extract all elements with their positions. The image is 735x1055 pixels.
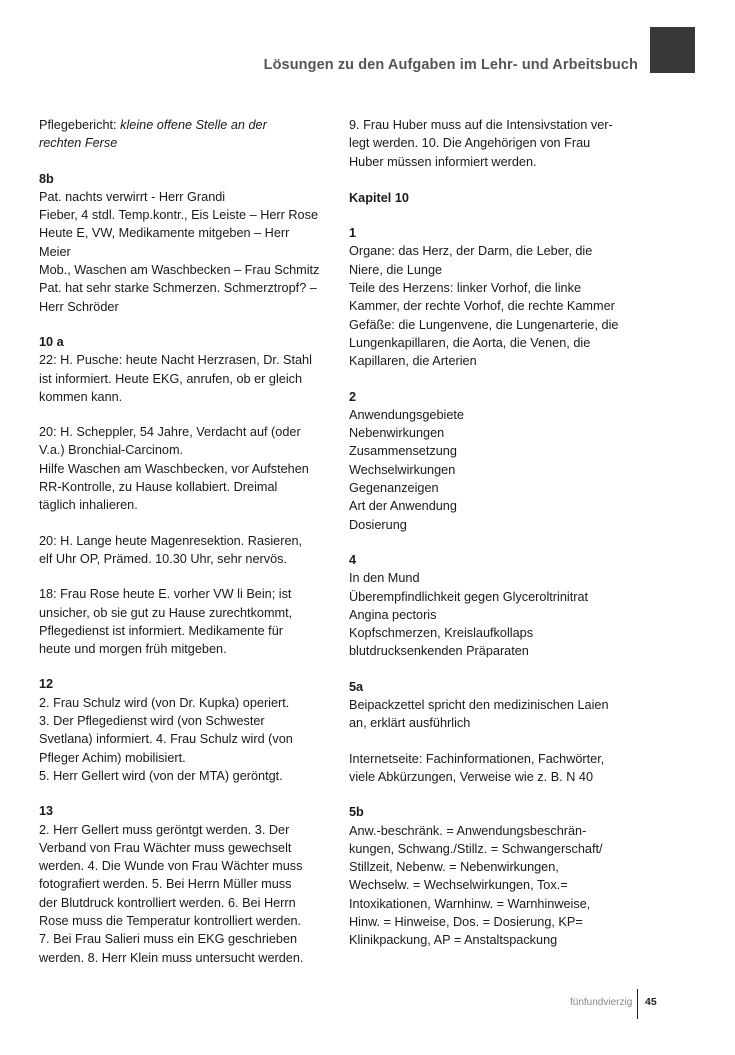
- line: blutdrucksenkenden Präparaten: [349, 644, 529, 659]
- section-2: [349, 388, 649, 534]
- section-5a-heading: 5a: [349, 679, 364, 694]
- line: Teile des Herzens: linker Vorhof, die linke: [349, 281, 582, 296]
- pflegebericht-block: [39, 116, 339, 153]
- line: Intoxikationen, Warnhinw. = Warnhinweise,: [349, 896, 591, 911]
- line: legt werden. 10. Die Angehörigen von Frau: [349, 136, 591, 151]
- line: 3. Der Pflegedienst wird (von Schwester: [39, 714, 265, 729]
- line: 2. Frau Schulz wird (von Dr. Kupka) operiert.: [39, 695, 290, 710]
- footer-page-number: 45: [645, 996, 657, 1008]
- line: fotografiert werden. 5. Bei Herrn Müller muss: [39, 877, 292, 892]
- line: RR-Kontrolle, zu Hause kollabiert. Dreimal: [39, 480, 278, 495]
- line: Nebenwirkungen: [349, 426, 445, 441]
- pflegebericht-italic-1: kleine offene Stelle an der: [120, 118, 267, 132]
- section-4: [349, 551, 649, 661]
- footer-divider: [637, 989, 638, 1019]
- section-13-continued: [349, 116, 649, 171]
- line: der Blutdruck kontrolliert werden. 6. Bei Herrn: [39, 895, 296, 910]
- section-5b-heading: 5b: [349, 805, 364, 820]
- line: Dosierung: [349, 517, 407, 532]
- line: Pat. hat sehr starke Schmerzen. Schmerztropf? –: [39, 281, 317, 296]
- line: V.a.) Bronchial-Carcinom.: [39, 443, 184, 458]
- chapter-heading: Kapitel 10: [349, 190, 409, 205]
- line: Herr Schröder: [39, 299, 119, 314]
- line: elf Uhr OP, Prämed. 10.30 Uhr, sehr nervös.: [39, 551, 287, 566]
- line: 7. Bei Frau Salieri muss ein EKG geschrieben: [39, 932, 298, 947]
- line: Kammer, der rechte Vorhof, die rechte Kammer: [349, 299, 615, 314]
- section-13-heading: 13: [39, 804, 54, 819]
- section-10a-paragraph-4: [39, 585, 339, 658]
- line: an, erklärt ausführlich: [349, 716, 471, 731]
- pflegebericht-label: Pflegebericht:: [39, 118, 121, 132]
- line: Rose muss die Temperatur kontrolliert werden.: [39, 913, 302, 928]
- section-12: [39, 675, 339, 785]
- line: unsicher, ob sie gut zu Hause zurechtkommt,: [39, 605, 293, 620]
- section-8b-heading: 8b: [39, 171, 54, 186]
- line: werden. 8. Herr Klein muss untersucht werden.: [39, 950, 304, 965]
- line: Art der Anwendung: [349, 499, 457, 514]
- line: 22: H. Pusche: heute Nacht Herzrasen, Dr. Stahl: [39, 353, 312, 368]
- line: Mob., Waschen am Waschbecken – Frau Schmitz: [39, 263, 320, 278]
- chapter-10: [349, 189, 649, 207]
- line: Svetlana) informiert. 4. Frau Schulz wird (von: [39, 732, 293, 747]
- left-column: [39, 116, 339, 967]
- footer-page-word: fünfundvierzig: [570, 997, 633, 1008]
- line: viele Abkürzungen, Verweise wie z. B. N 40: [349, 769, 594, 784]
- line: Anwendungsgebiete: [349, 407, 464, 422]
- line: Fieber, 4 stdl. Temp.kontr., Eis Leiste – Herr Rose: [39, 208, 319, 223]
- line: Organe: das Herz, der Darm, die Leber, die: [349, 244, 593, 259]
- line: Heute E, VW, Medikamente mitgeben – Herr: [39, 226, 290, 241]
- line: Pflegedienst ist informiert. Medikamente für: [39, 623, 283, 638]
- line: 18: Frau Rose heute E. vorher VW li Bein; ist: [39, 587, 292, 602]
- line: Pat. nachts verwirrt - Herr Grandi: [39, 189, 226, 204]
- line: Kapillaren, die Arterien: [349, 354, 477, 369]
- line: kungen, Schwang./Stillz. = Schwangerschaft/: [349, 841, 603, 856]
- line: Gegenanzeigen: [349, 481, 439, 496]
- section-10a-paragraph-3: [39, 532, 339, 569]
- line: Lungenkapillaren, die Aorta, die Venen, die: [349, 335, 591, 350]
- line: Kopfschmerzen, Kreislaufkollaps: [349, 626, 534, 641]
- line: ist informiert. Heute EKG, anrufen, ob er gleich: [39, 371, 303, 386]
- section-5a-paragraph-2: [349, 750, 649, 787]
- pflegebericht-line-1: [39, 116, 339, 134]
- pflegebericht-line-2: [39, 134, 339, 152]
- header-title: Lösungen zu den Aufgaben im Lehr- und Arbeitsbuch: [263, 57, 638, 73]
- line: In den Mund: [349, 571, 420, 586]
- line: Klinikpackung, AP = Anstaltspackung: [349, 933, 558, 948]
- line: Angina pectoris: [349, 607, 437, 622]
- section-10a: [39, 333, 339, 406]
- line: 5. Herr Gellert wird (von der MTA) geröntgt.: [39, 768, 283, 783]
- section-1-heading: 1: [349, 226, 357, 241]
- line: Huber müssen informiert werden.: [349, 154, 537, 169]
- line: Stillzeit, Nebenw. = Nebenwirkungen,: [349, 860, 559, 875]
- line: Gefäße: die Lungenvene, die Lungenarterie, die: [349, 317, 619, 332]
- line: Verband von Frau Wächter muss gewechselt: [39, 840, 292, 855]
- line: Wechselw. = Wechselwirkungen, Tox.=: [349, 878, 568, 893]
- section-5a: [349, 678, 649, 733]
- section-10a-heading: 10 a: [39, 334, 64, 349]
- right-column: [349, 116, 649, 950]
- line: Überempfindlichkeit gegen Glyceroltrinitrat: [349, 589, 589, 604]
- section-5b: [349, 803, 649, 949]
- line: Hilfe Waschen am Waschbecken, vor Aufstehen: [39, 461, 309, 476]
- line: Wechselwirkungen: [349, 462, 456, 477]
- line: heute und morgen früh mitgeben.: [39, 642, 227, 657]
- line: Beipackzettel spricht den medizinischen Laien: [349, 698, 609, 713]
- line: Zusammensetzung: [349, 444, 457, 459]
- pflegebericht-italic-2: rechten Ferse: [39, 136, 118, 151]
- line: Pfleger Achim) mobilisiert.: [39, 750, 186, 765]
- line: Anw.-beschränk. = Anwendungsbeschrän-: [349, 823, 587, 838]
- section-4-heading: 4: [349, 552, 357, 567]
- line: Internetseite: Fachinformationen, Fachwörter,: [349, 751, 605, 766]
- section-10a-paragraph-2: [39, 423, 339, 514]
- line: 2. Herr Gellert muss geröntgt werden. 3. Der: [39, 822, 290, 837]
- line: 20: H. Scheppler, 54 Jahre, Verdacht auf (oder: [39, 425, 301, 440]
- line: kommen kann.: [39, 389, 123, 404]
- line: 20: H. Lange heute Magenresektion. Rasieren,: [39, 533, 303, 548]
- section-1: [349, 224, 649, 370]
- section-13: [39, 802, 339, 967]
- line: Niere, die Lunge: [349, 262, 443, 277]
- section-2-heading: 2: [349, 389, 357, 404]
- line: täglich inhalieren.: [39, 498, 138, 513]
- line: 9. Frau Huber muss auf die Intensivstation ver-: [349, 118, 613, 132]
- line: werden. 4. Die Wunde von Frau Wächter muss: [39, 859, 303, 874]
- corner-tab: [650, 27, 695, 73]
- section-12-heading: 12: [39, 677, 54, 692]
- line: Hinw. = Hinweise, Dos. = Dosierung, KP=: [349, 914, 583, 929]
- section-8b: [39, 170, 339, 316]
- line: Meier: [39, 244, 71, 259]
